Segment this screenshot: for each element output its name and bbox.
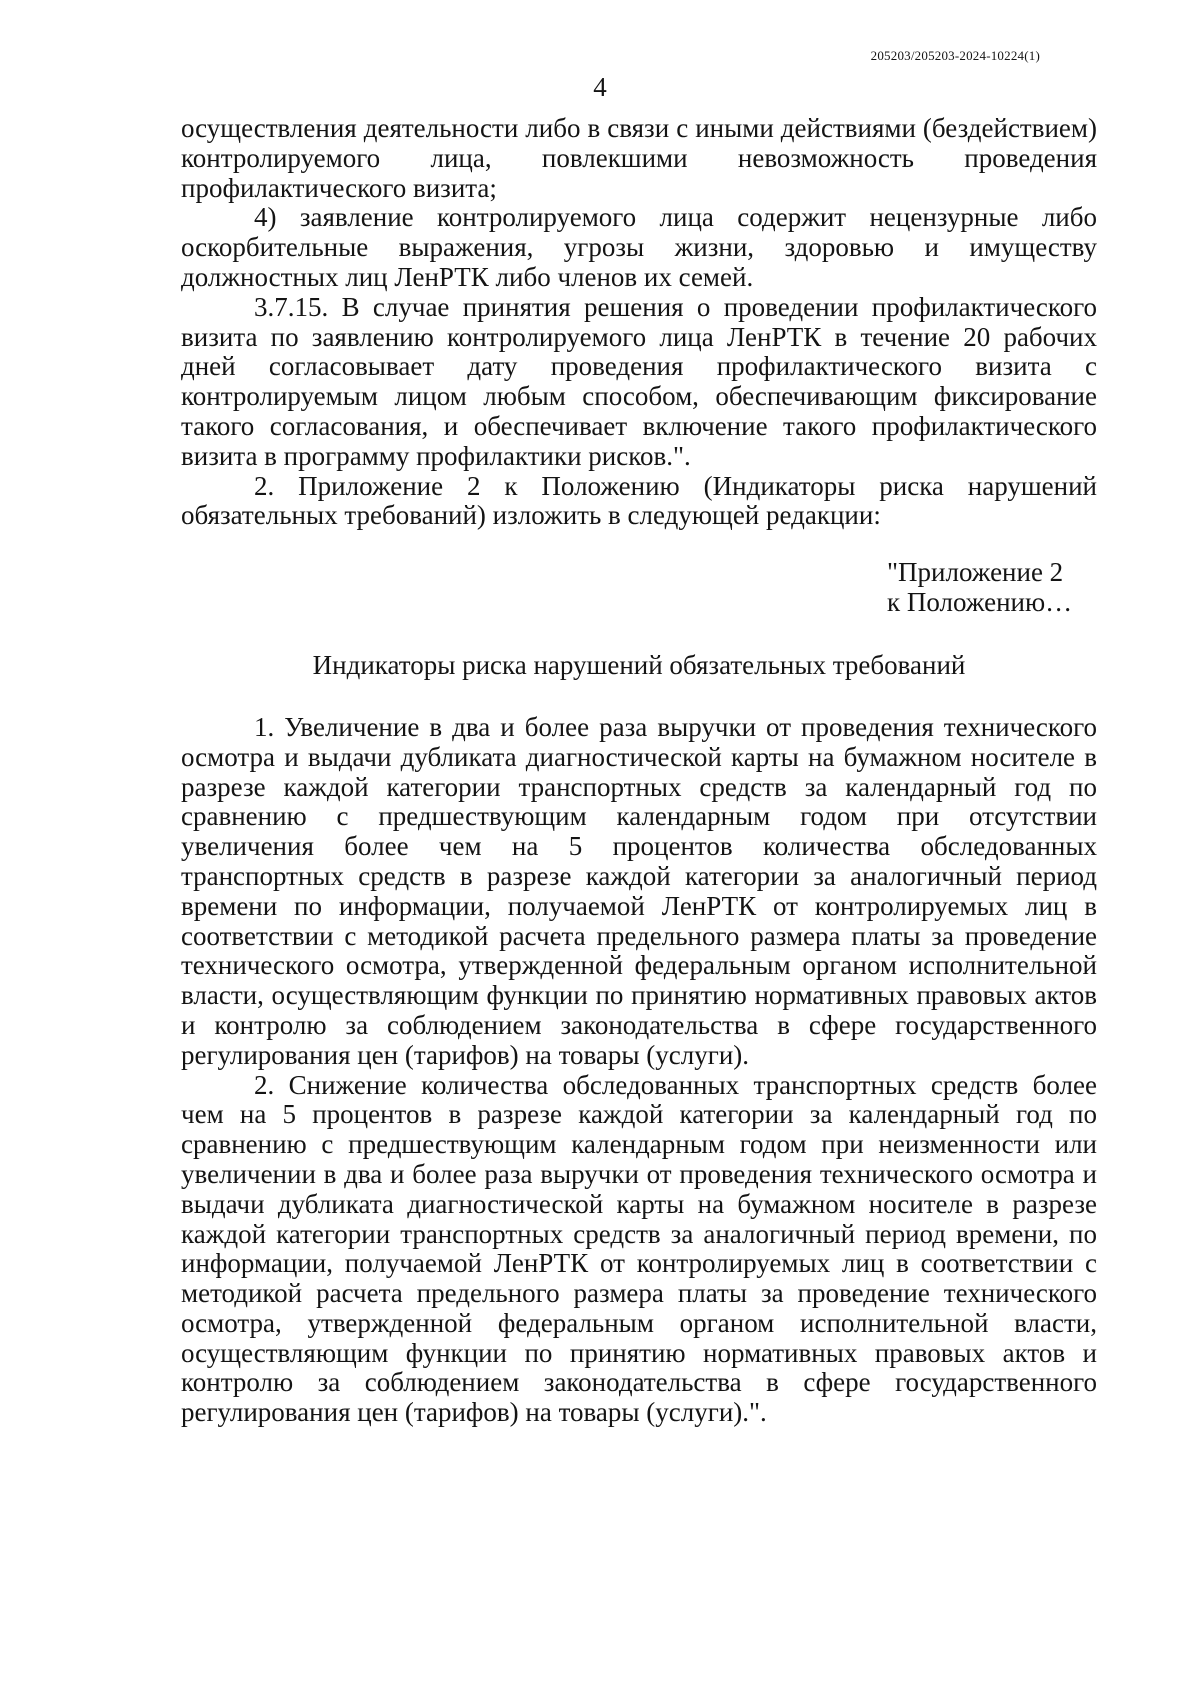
paragraph: 1. Увеличение в два и более раза выручки от проведения технического осмотра и выдачи дубликата диагностической карты на бумажном носителе в разрезе каждой категории транспортных средств за календарный год по сравнению с предшествующим календарным годом при отсутствии увеличения более чем на 5 процентов количества обследованных транспортных средств в разрезе каждой категории за аналогичный период времени по информации, получаемой ЛенРТК от контролируемых лиц в соответствии с методикой расчета предельного размера платы за проведение технического осмотра, утвержденной федеральным органом исполнительной власти, осуществляющим функции по принятию нормативных правовых актов и контролю за соблюдением законодательства в сфере государственного регулирования цен (тарифов) на товары (услуги).: [181, 711, 1097, 1070]
paragraph: осуществления деятельности либо в связи с иными действиями (бездействием) контролируемого лица, повлекшими невозможность проведения профилактического визита;: [181, 113, 1097, 203]
document-body: [181, 114, 1097, 1428]
section-heading: Индикаторы риска нарушений обязательных требований: [312, 650, 966, 681]
page-number: 4: [593, 72, 607, 102]
paragraph: 4) заявление контролируемого лица содержит нецензурные либо оскорбительные выражения, угрозы жизни, здоровью и имуществу должностных лиц ЛенРТК либо членов их семей.: [181, 202, 1097, 292]
paragraph: 2. Снижение количества обследованных транспортных средств более чем на 5 процентов в разрезе каждой категории за календарный год по сравнению с предшествующим календарным годом при неизменности или увеличении в два и более раза выручки от проведения технического осмотра и выдачи дубликата диагностической карты на бумажном носителе в разрезе каждой категории транспортных средств за аналогичный период времени, по информации, получаемой ЛенРТК от контролируемых лиц в соответствии с методикой расчета предельного размера платы за проведение технического осмотра, утвержденной федеральным органом исполнительной власти, осуществляющим функции по принятию нормативных правовых актов и контролю за соблюдением законодательства в сфере государственного регулирования цен (тарифов) на товары (услуги).".: [181, 1069, 1097, 1428]
document-id: 205203/205203-2024-10224(1): [870, 48, 1040, 63]
annex-label: [181, 557, 1097, 617]
paragraph: 2. Приложение 2 к Положению (Индикаторы риска нарушений обязательных требований) изложить в следующей редакции:: [181, 470, 1097, 531]
paragraph: 3.7.15. В случае принятия решения о проведении профилактического визита по заявлению контролируемого лица ЛенРТК в течение 20 рабочих дней согласовывает дату проведения профилактического визита с контролируемым лицом любым способом, обеспечивающим фиксирование такого согласования, и обеспечивает включение такого профилактического визита в программу профилактики рисков.".: [181, 291, 1097, 471]
annex-label-line: к Положению…: [887, 587, 1073, 618]
annex-label-line: "Приложение 2: [887, 557, 1064, 588]
